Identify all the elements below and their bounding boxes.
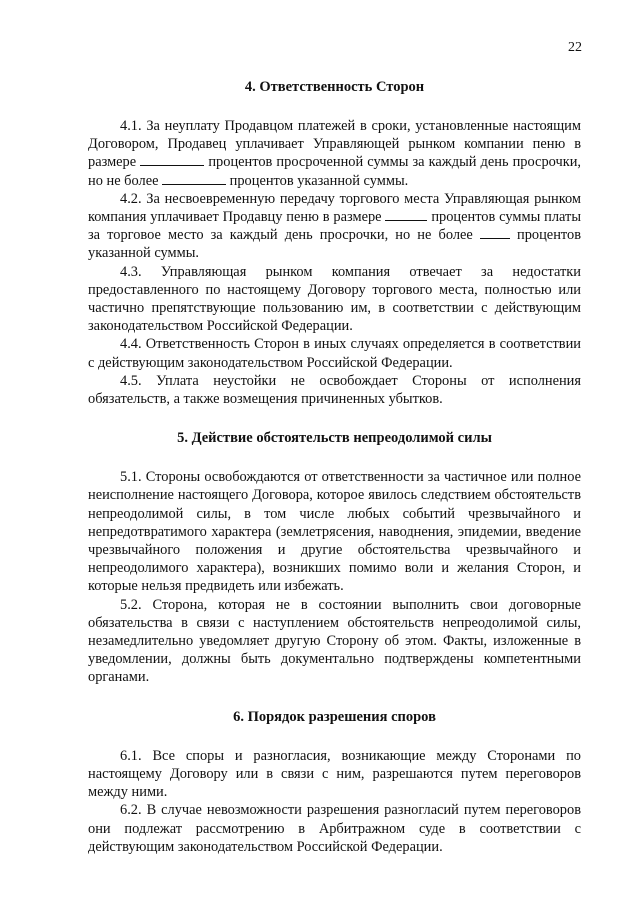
page-number: 22: [568, 40, 582, 55]
clause-4-5: [88, 372, 581, 408]
blank-field: [385, 208, 427, 221]
clause-text: 6.1. Все споры и разногласия, возникающие между Сторонами по настоящему Договору или в связи с ним, разрешаются путем переговоров между ними.: [88, 747, 581, 801]
clause-4-1: [88, 117, 581, 190]
clause-text: 4.3. Управляющая рынком компания отвечает за недостатки предоставленного по настоящему Договору торгового места, полностью или частично препятствующие пользованию им, в соответствии с действующим законодательством Российской Федерации.: [88, 263, 581, 335]
clause-text: 5.1. Стороны освобождаются от ответственности за частичное или полное неисполнение настоящего Договора, которое явилось следствием обстоятельств непреодолимой силы, в том числе любых событий чрезвычайного и непредотвратимого характера (землетрясения, наводнения, эпидемии, введение чрезвычайного положения и другие обстоятельства чрезвычайного и непреодолимого характера), возникших помимо воли и желания Сторон, и которые нельзя предвидеть или избежать.: [88, 469, 581, 595]
clause-text: 5.2. Сторона, которая не в состоянии выполнить свои договорные обязательства в связи с наступлением обстоятельств непреодолимой силы, незамедлительно уведомляет другую Сторону об этом. Факты, изложенные в уведомлении, должны быть документально подтверждены компетентными органами.: [88, 596, 581, 686]
clause-text: 6.2. В случае невозможности разрешения разногласий путем переговоров они подлежат рассмотрению в Арбитражном суде в соответствии с действующим законодательством Российской Федерации.: [88, 802, 581, 855]
clause-4-2: [88, 190, 581, 263]
clause-6-2: [88, 801, 581, 856]
section-title-4: 4. Ответственность Сторон: [244, 79, 425, 95]
blank-field: [162, 172, 226, 185]
clause-4-4: [88, 335, 581, 371]
section-title-6: 6. Порядок разрешения споров: [233, 708, 436, 725]
blank-field: [140, 153, 204, 166]
clause-5-2: [88, 596, 581, 687]
clause-text: процентов суммы платы за торговое место за каждый день просрочки, но не более: [88, 209, 581, 244]
clause-text: процентов указанной суммы.: [226, 172, 409, 189]
clause-6-1: [88, 747, 581, 802]
clause-4-3: [88, 263, 581, 336]
clause-text: процентов указанной суммы.: [88, 227, 581, 262]
blank-field: [480, 226, 510, 239]
clause-text: 4.4. Ответственность Сторон в иных случаях определяется в соответствии с действующим законодательством Российской Федерации.: [88, 336, 581, 371]
clause-text: 4.2. За несвоевременную передачу торгового места Управляющая рынком компания уплачивает Продавцу пеню в размере: [88, 190, 581, 226]
clause-text: процентов просроченной суммы за каждый день просрочки, но не более: [88, 154, 581, 189]
section-title-5: 5. Действие обстоятельств непреодолимой силы: [177, 430, 492, 447]
clause-text: 4.5. Уплата неустойки не освобождает Стороны от исполнения обязательств, а также возмещения причиненных убытков.: [88, 372, 581, 408]
clause-text: 4.1. За неуплату Продавцом платежей в сроки, установленные настоящим Договором, Продавец уплачивает Управляющей рынком компании пеню в размере: [88, 118, 581, 171]
clause-5-1: [88, 468, 581, 595]
document-body: [88, 78, 581, 856]
